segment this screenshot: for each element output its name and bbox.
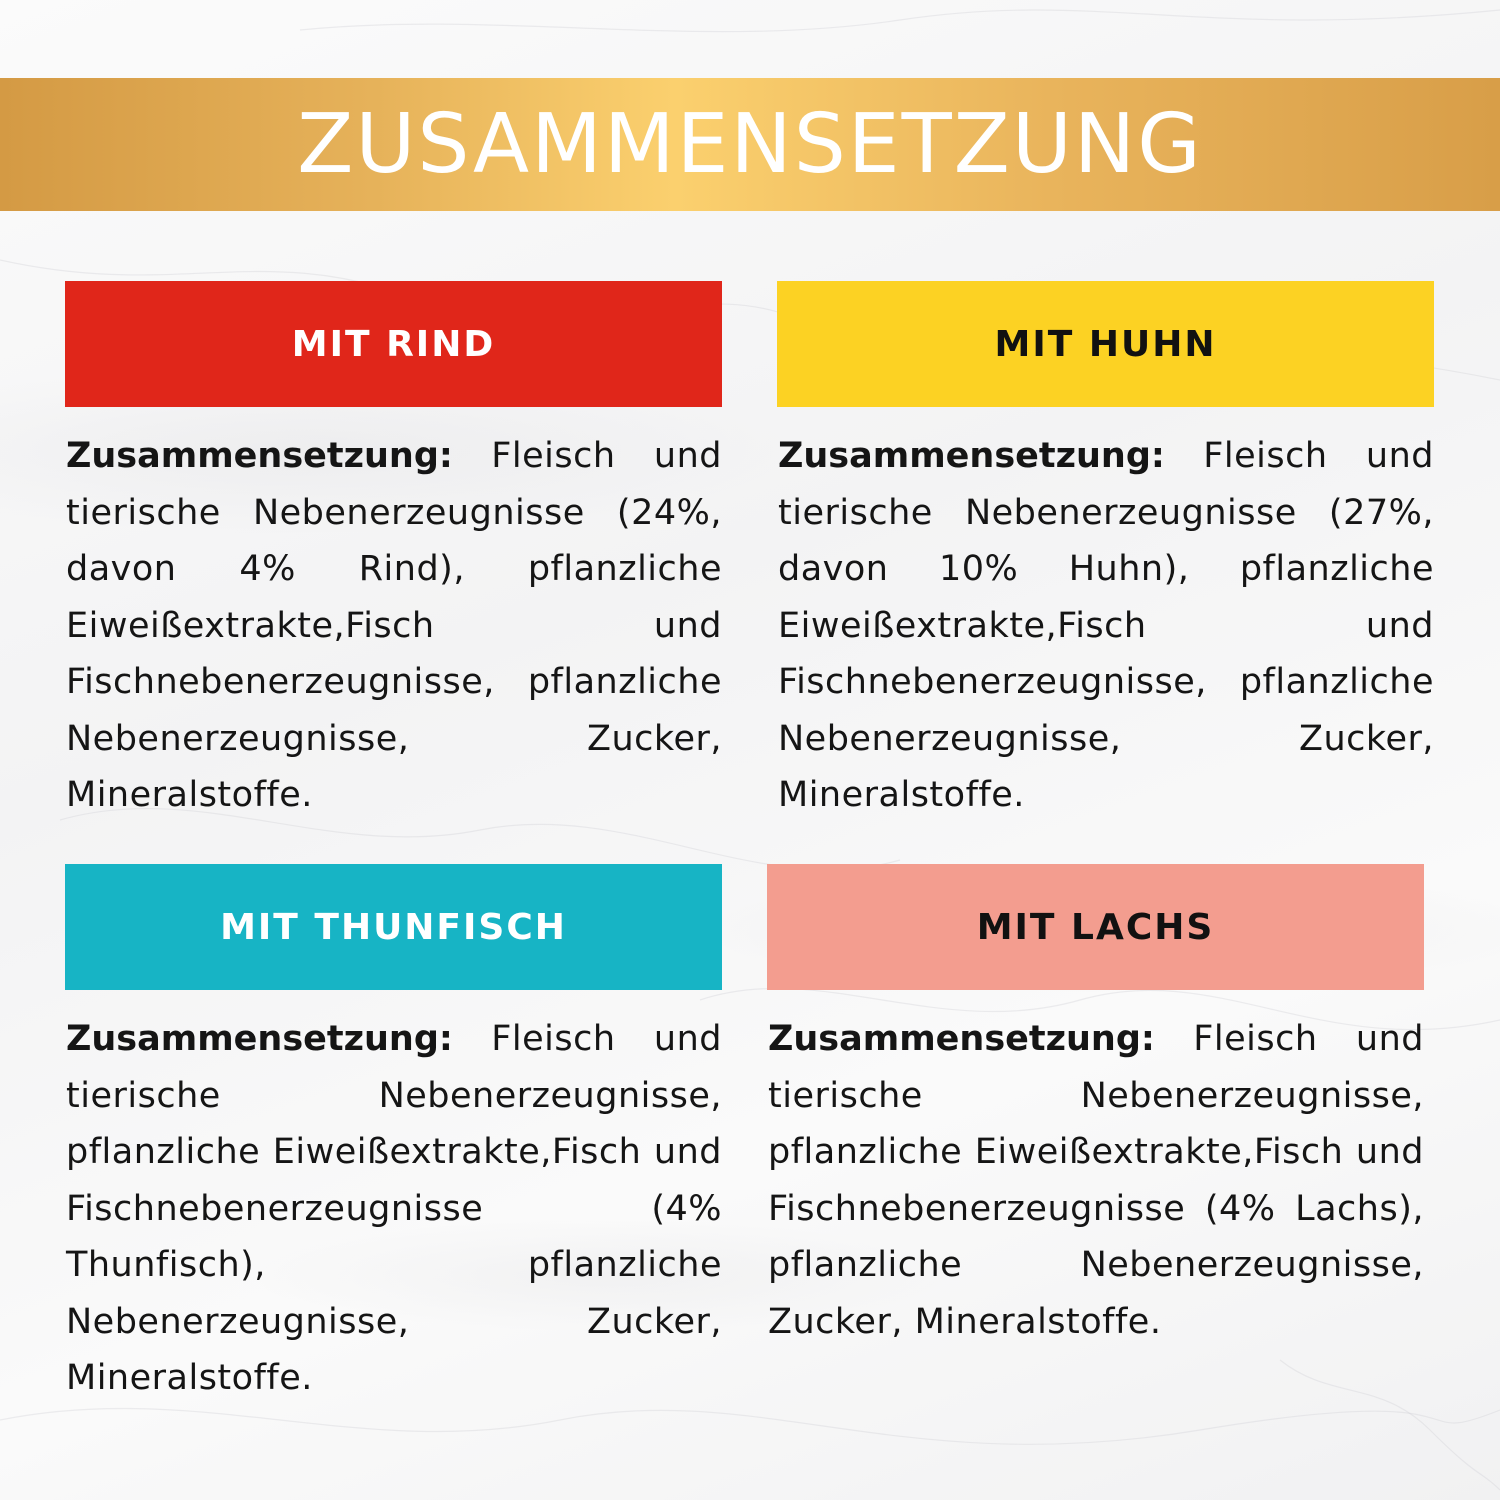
card-header-lachs (767, 864, 1424, 990)
composition-text: Fleisch und tierische Nebenerzeugnisse (27%, davon 10% Huhn), pflanzliche Eiweißextrakte,Fisch und Fischnebenerzeugnisse, pflanzliche Nebenerzeugnisse, Zucker, Mineralstoffe. (778, 436, 1434, 815)
page-title: ZUSAMMENSETZUNG (297, 96, 1203, 192)
composition-text: Fleisch und tierische Nebenerzeugnisse, pflanzliche Eiweißextrakte,Fisch und Fischnebenerzeugnisse (4% Lachs), pflanzliche Nebenerzeugnisse, Zucker, Mineralstoffe. (768, 1019, 1424, 1342)
composition-label: Zusammensetzung: (778, 436, 1165, 476)
card-header-label: MIT HUHN (994, 323, 1217, 365)
card-header-label: MIT LACHS (976, 906, 1215, 948)
composition-text: Fleisch und tierische Nebenerzeugnisse, pflanzliche Eiweißextrakte,Fisch und Fischnebenerzeugnisse (4% Thunfisch), pflanzliche Nebenerzeugnisse, Zucker, Mineralstoffe. (66, 1019, 722, 1398)
card-header-label: MIT THUNFISCH (220, 906, 567, 948)
title-banner (0, 78, 1500, 211)
card-header-rind (65, 281, 722, 407)
card-body-rind (66, 428, 722, 824)
card-body-thunfisch (66, 1011, 722, 1407)
composition-label: Zusammensetzung: (768, 1019, 1155, 1059)
card-body-huhn (778, 428, 1434, 824)
card-body-lachs (768, 1011, 1424, 1350)
card-header-huhn (777, 281, 1434, 407)
composition-label: Zusammensetzung: (66, 1019, 453, 1059)
composition-text: Fleisch und tierische Nebenerzeugnisse (24%, davon 4% Rind), pflanzliche Eiweißextrakte,Fisch und Fischnebenerzeugnisse, pflanzliche Nebenerzeugnisse, Zucker, Mineralstoffe. (66, 436, 722, 815)
composition-label: Zusammensetzung: (66, 436, 453, 476)
card-header-thunfisch (65, 864, 722, 990)
card-header-label: MIT RIND (291, 323, 496, 365)
